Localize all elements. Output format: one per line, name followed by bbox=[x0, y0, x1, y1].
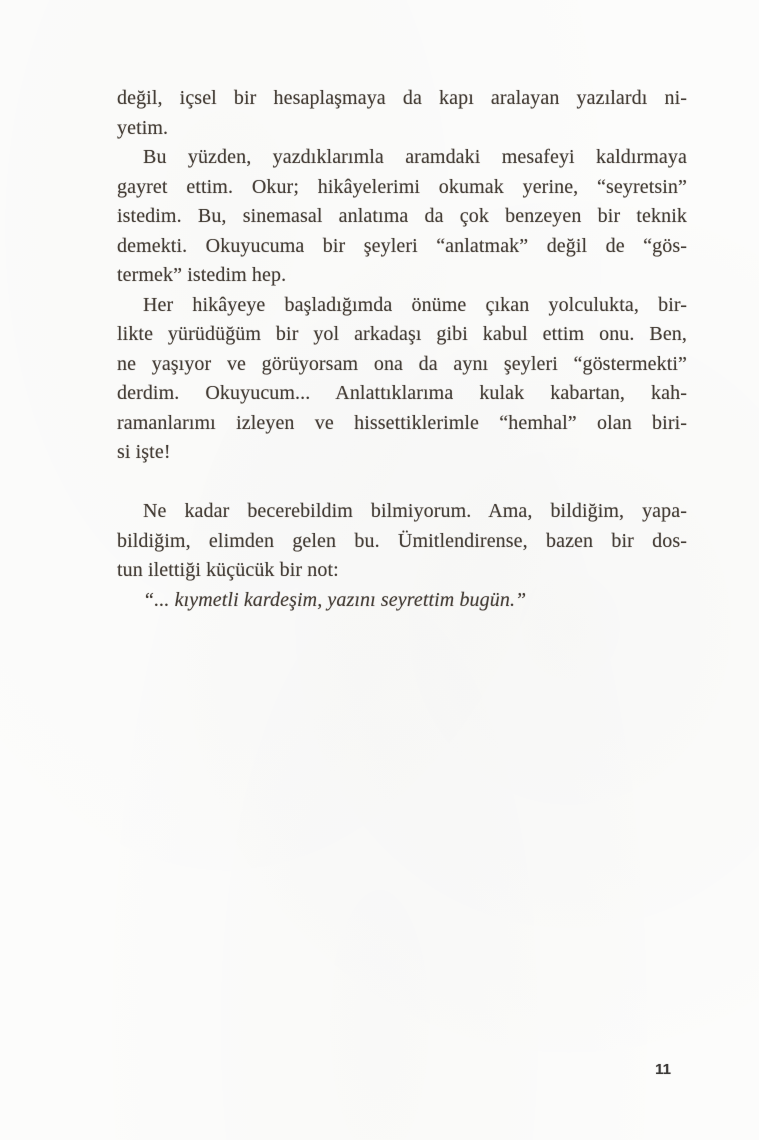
paragraph bbox=[117, 586, 687, 616]
text-line: ramanlarımı izleyen ve hissettiklerimle “hemhal” olan biri- bbox=[117, 411, 687, 434]
text-line: termek” istedim hep. bbox=[117, 264, 287, 286]
paragraph bbox=[117, 497, 687, 586]
body-text bbox=[117, 84, 687, 615]
text-line: Ne kadar becerebildim bilmiyorum. Ama, bildiğim, yapa- bbox=[143, 500, 687, 522]
paragraph bbox=[117, 84, 687, 143]
text-line: demekti. Okuyucuma bir şeyleri “anlatmak” değil de “gös- bbox=[117, 234, 687, 257]
text-line: Her hikâyeye başladığımda önüme çıkan yolculukta, bir- bbox=[143, 293, 687, 316]
text-line: derdim. Okuyucum... Anlattıklarıma kulak kabartan, kah- bbox=[117, 382, 687, 404]
text-line: si işte! bbox=[117, 441, 171, 463]
text-line: likte yürüdüğüm bir yol arkadaşı gibi kabul ettim onu. Ben, bbox=[117, 323, 687, 345]
text-line: gayret ettim. Okur; hikâyelerimi okumak yerine, “seyretsin” bbox=[117, 175, 687, 198]
text-line: “... kıymetli kardeşim, yazını seyrettim bugün.” bbox=[143, 588, 527, 611]
page-number: 11 bbox=[655, 1061, 671, 1078]
text-line: istedim. Bu, sinemasal anlatıma da çok benzeyen bir teknik bbox=[117, 205, 687, 227]
text-line: Bu yüzden, yazdıklarımla aramdaki mesafeyi kaldırmaya bbox=[143, 146, 687, 168]
text-line: bildiğim, elimden gelen bu. Ümitlendirense, bazen bir dos- bbox=[117, 529, 687, 552]
text-line: ne yaşıyor ve görüyorsam ona da aynı şeyleri “göstermekti” bbox=[117, 352, 687, 375]
text-line: yetim. bbox=[117, 116, 169, 139]
text-line: değil, içsel bir hesaplaşmaya da kapı aralayan yazılardı ni- bbox=[117, 87, 687, 109]
text-line: tun ilettiği küçücük bir not: bbox=[117, 559, 339, 581]
paragraph bbox=[117, 143, 687, 291]
paragraph bbox=[117, 291, 687, 468]
